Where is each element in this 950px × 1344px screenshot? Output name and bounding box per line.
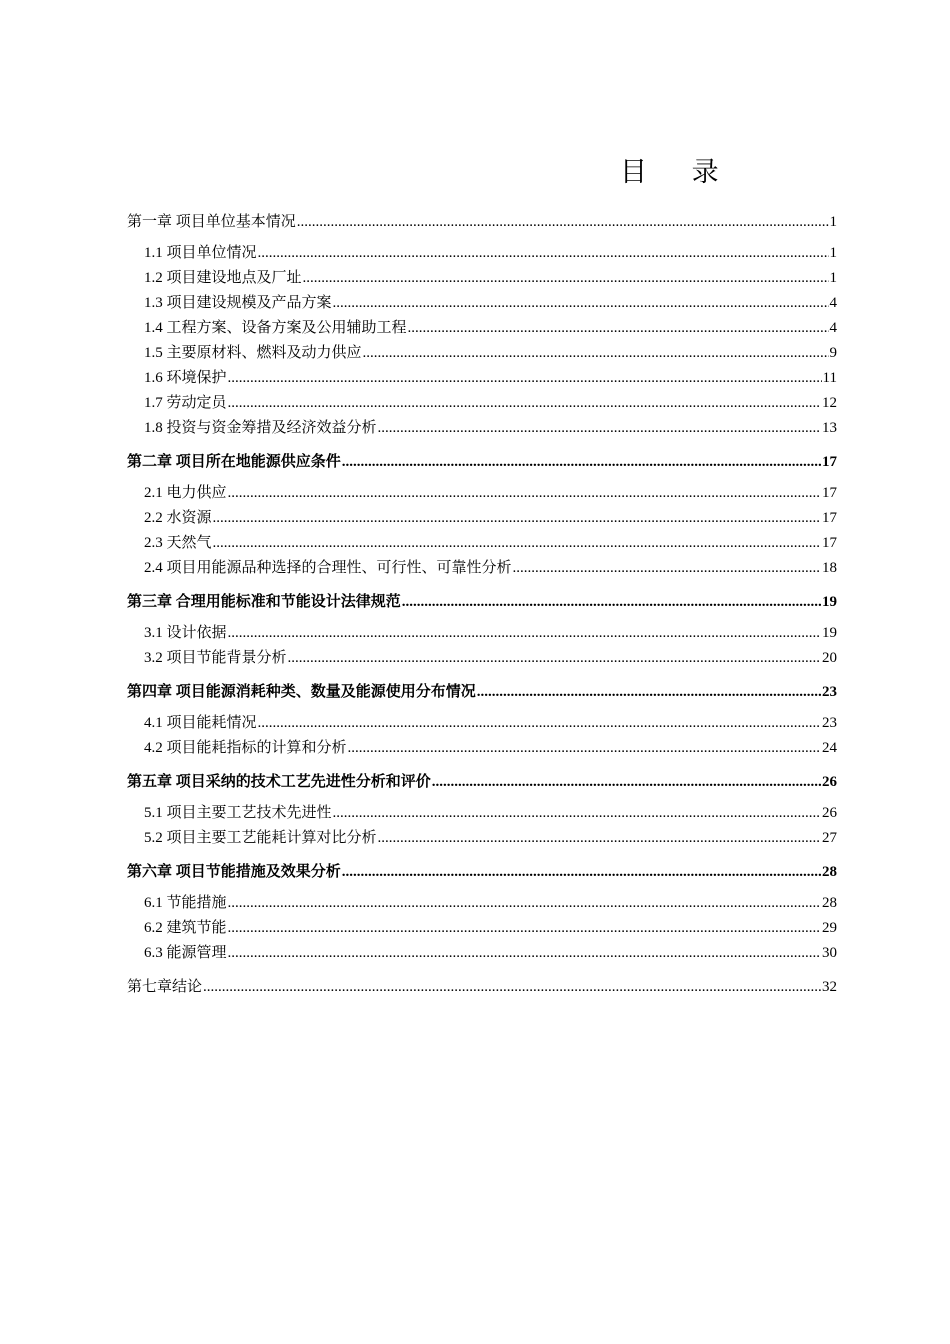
- toc-section-entry[interactable]: [127, 801, 837, 826]
- toc-entry-label: 第一章 项目单位基本情况: [127, 214, 296, 230]
- toc-chapter-entry[interactable]: [127, 588, 837, 616]
- toc-dot-leader: [378, 826, 821, 851]
- toc-dot-leader: [363, 341, 829, 366]
- toc-chapter-entry[interactable]: [127, 858, 837, 886]
- toc-chapter-entry[interactable]: [127, 208, 837, 236]
- toc-section-entry[interactable]: [127, 266, 837, 291]
- toc-section-entry[interactable]: [127, 506, 837, 531]
- toc-section-entry[interactable]: [127, 291, 837, 316]
- toc-dot-leader: [342, 448, 821, 476]
- toc-section-entry[interactable]: [127, 316, 837, 341]
- toc-entry-label: 6.3 能源管理: [144, 945, 227, 961]
- toc-page-number: 4: [829, 295, 837, 311]
- toc-chapter-entry[interactable]: [127, 973, 837, 1001]
- toc-page-number: 1: [829, 214, 837, 230]
- toc-entry-label: 1.4 工程方案、设备方案及公用辅助工程: [144, 320, 407, 336]
- page-title: 目 录: [620, 157, 737, 188]
- toc-dot-leader: [333, 801, 821, 826]
- toc-entry-label: 2.2 水资源: [144, 510, 212, 526]
- toc-entry-label: 第四章 项目能源消耗种类、数量及能源使用分布情况: [127, 684, 476, 700]
- toc-page-number: 1: [829, 270, 837, 286]
- toc-entry-label: 第五章 项目采纳的技术工艺先进性分析和评价: [127, 774, 431, 790]
- toc-page-number: 17: [822, 454, 837, 470]
- toc-page-number: 13: [822, 420, 837, 436]
- toc-entry-label: 4.1 项目能耗情况: [144, 715, 257, 731]
- toc-section-entry[interactable]: [127, 646, 837, 671]
- toc-dot-leader: [258, 711, 821, 736]
- toc-dot-leader: [228, 621, 821, 646]
- toc-chapter-entry[interactable]: [127, 768, 837, 796]
- toc-page-number: 29: [822, 920, 837, 936]
- toc-dot-leader: [402, 588, 821, 616]
- toc-dot-leader: [213, 506, 821, 531]
- toc-dot-leader: [228, 391, 821, 416]
- toc-section-entry[interactable]: [127, 481, 837, 506]
- toc-dot-leader: [228, 366, 822, 391]
- toc-entry-label: 4.2 项目能耗指标的计算和分析: [144, 740, 347, 756]
- toc-page-number: 19: [822, 625, 837, 641]
- toc-page-number: 17: [822, 510, 837, 526]
- toc-entry-label: 第三章 合理用能标准和节能设计法律规范: [127, 594, 401, 610]
- toc-page-number: 4: [829, 320, 837, 336]
- toc-page-number: 23: [822, 715, 837, 731]
- table-of-contents: [127, 208, 837, 1001]
- toc-entry-label: 1.3 项目建设规模及产品方案: [144, 295, 332, 311]
- toc-dot-leader: [213, 531, 821, 556]
- toc-dot-leader: [297, 208, 829, 236]
- toc-section-entry[interactable]: [127, 366, 837, 391]
- toc-section-entry[interactable]: [127, 556, 837, 581]
- toc-section-entry[interactable]: [127, 891, 837, 916]
- toc-dot-leader: [378, 416, 821, 441]
- toc-dot-leader: [408, 316, 829, 341]
- toc-page-number: 11: [822, 370, 837, 386]
- toc-page-number: 1: [829, 245, 837, 261]
- toc-dot-leader: [333, 291, 829, 316]
- toc-entry-label: 第六章 项目节能措施及效果分析: [127, 864, 341, 880]
- toc-entry-label: 第二章 项目所在地能源供应条件: [127, 454, 341, 470]
- toc-page-number: 27: [822, 830, 837, 846]
- toc-entry-label: 1.2 项目建设地点及厂址: [144, 270, 302, 286]
- toc-entry-label: 2.3 天然气: [144, 535, 212, 551]
- toc-dot-leader: [348, 736, 821, 761]
- toc-entry-label: 2.1 电力供应: [144, 485, 227, 501]
- toc-entry-label: 1.6 环境保护: [144, 370, 227, 386]
- toc-dot-leader: [228, 916, 821, 941]
- toc-dot-leader: [228, 481, 821, 506]
- toc-page-number: 28: [822, 864, 837, 880]
- toc-dot-leader: [203, 973, 821, 1001]
- toc-page-number: 17: [822, 485, 837, 501]
- toc-page-number: 18: [822, 560, 837, 576]
- toc-entry-label: 第七章结论: [127, 979, 203, 995]
- toc-section-entry[interactable]: [127, 736, 837, 761]
- toc-entry-label: 3.2 项目节能背景分析: [144, 650, 287, 666]
- toc-page-number: 9: [829, 345, 837, 361]
- toc-section-entry[interactable]: [127, 916, 837, 941]
- toc-entry-label: 5.2 项目主要工艺能耗计算对比分析: [144, 830, 377, 846]
- toc-dot-leader: [303, 266, 829, 291]
- toc-dot-leader: [288, 646, 821, 671]
- toc-entry-label: 1.8 投资与资金筹措及经济效益分析: [144, 420, 377, 436]
- toc-dot-leader: [342, 858, 821, 886]
- toc-section-entry[interactable]: [127, 941, 837, 966]
- toc-entry-label: 1.1 项目单位情况: [144, 245, 257, 261]
- toc-dot-leader: [432, 768, 821, 796]
- toc-page-number: 30: [822, 945, 837, 961]
- toc-dot-leader: [228, 891, 821, 916]
- toc-section-entry[interactable]: [127, 241, 837, 266]
- toc-dot-leader: [228, 941, 821, 966]
- toc-section-entry[interactable]: [127, 416, 837, 441]
- toc-chapter-entry[interactable]: [127, 678, 837, 706]
- toc-section-entry[interactable]: [127, 711, 837, 736]
- toc-entry-label: 6.1 节能措施: [144, 895, 227, 911]
- toc-page-number: 24: [822, 740, 837, 756]
- toc-page-number: 20: [822, 650, 837, 666]
- toc-entry-label: 1.7 劳动定员: [144, 395, 227, 411]
- toc-page-number: 26: [822, 805, 837, 821]
- toc-chapter-entry[interactable]: [127, 448, 837, 476]
- toc-entry-label: 5.1 项目主要工艺技术先进性: [144, 805, 332, 821]
- toc-dot-leader: [258, 241, 829, 266]
- toc-page-number: 23: [822, 684, 837, 700]
- toc-page-number: 32: [822, 979, 837, 995]
- toc-section-entry[interactable]: [127, 531, 837, 556]
- toc-page-number: 19: [822, 594, 837, 610]
- toc-section-entry[interactable]: [127, 341, 837, 366]
- toc-dot-leader: [513, 556, 821, 581]
- toc-page-number: 17: [822, 535, 837, 551]
- toc-dot-leader: [477, 678, 821, 706]
- toc-page-number: 26: [822, 774, 837, 790]
- toc-page-number: 12: [822, 395, 837, 411]
- toc-section-entry[interactable]: [127, 826, 837, 851]
- toc-page-number: 28: [822, 895, 837, 911]
- toc-entry-label: 3.1 设计依据: [144, 625, 227, 641]
- toc-entry-label: 1.5 主要原材料、燃料及动力供应: [144, 345, 362, 361]
- toc-entry-label: 6.2 建筑节能: [144, 920, 227, 936]
- toc-section-entry[interactable]: [127, 621, 837, 646]
- toc-section-entry[interactable]: [127, 391, 837, 416]
- toc-entry-label: 2.4 项目用能源品种选择的合理性、可行性、可靠性分析: [144, 560, 512, 576]
